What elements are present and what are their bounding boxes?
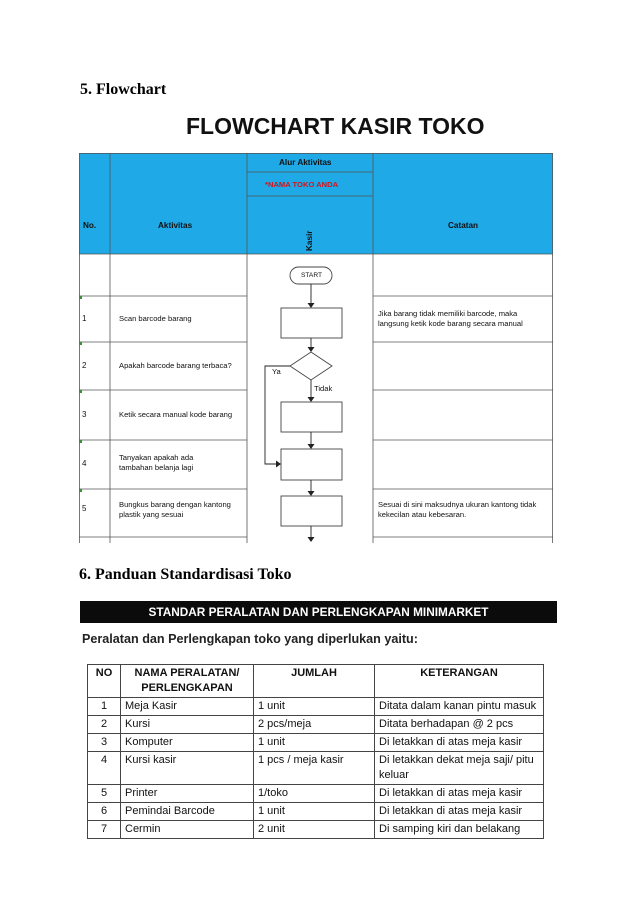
table-row [88, 716, 544, 734]
row-note: Sesuai di sini maksudnya ukuran kantong tidak kekecilan atau kebesaran. [378, 500, 537, 519]
yes-label: Ya [272, 367, 281, 376]
cell-no: 4 [88, 752, 121, 785]
cell-no: 7 [88, 821, 121, 839]
column-header-name: NAMA PERALATAN/ PERLENGKAPAN [121, 665, 254, 698]
row-activity: Tanyakan apakah ada tambahan belanja lagi [119, 453, 194, 472]
cell-ket: Di samping kiri dan belakang [375, 821, 544, 839]
table-header-row [88, 665, 544, 698]
table-row [88, 734, 544, 752]
header-kasir: Kasir [305, 230, 314, 251]
table-row [88, 803, 544, 821]
column-header-ket: KETERANGAN [375, 665, 544, 698]
cell-ket: Di letakkan di atas meja kasir [375, 803, 544, 821]
decision-diamond [290, 352, 332, 380]
cell-name: Kursi kasir [121, 752, 254, 785]
cell-name: Printer [121, 785, 254, 803]
cell-no: 2 [88, 716, 121, 734]
row-activity: Ketik secara manual kode barang [119, 410, 233, 419]
row-activity: Scan barcode barang [119, 314, 192, 323]
row-note: Jika barang tidak memiliki barcode, maka langsung ketik kode barang secara manual [378, 309, 523, 328]
row-number: 2 [82, 361, 87, 370]
column-header-qty: JUMLAH [254, 665, 375, 698]
process-box-wrap [281, 496, 342, 526]
table-row [88, 785, 544, 803]
row-number: 5 [82, 504, 87, 513]
row-activity: Bungkus barang dengan kantong plastik yang sesuai [119, 500, 231, 519]
equipment-table [87, 664, 544, 839]
table-row [88, 821, 544, 839]
cell-name: Komputer [121, 734, 254, 752]
header-alur-aktivitas: Alur Aktivitas [279, 158, 332, 167]
cell-ket: Ditata dalam kanan pintu masuk [375, 698, 544, 716]
cell-name: Kursi [121, 716, 254, 734]
cell-qty: 2 pcs/meja [254, 716, 375, 734]
header-catatan: Catatan [448, 221, 479, 230]
cell-ket: Di letakkan di atas meja kasir [375, 785, 544, 803]
flowchart-figure [79, 153, 553, 543]
cell-qty: 1 pcs / meja kasir [254, 752, 375, 785]
header-store-name: *NAMA TOKO ANDA [265, 180, 339, 189]
cell-no: 5 [88, 785, 121, 803]
cell-qty: 2 unit [254, 821, 375, 839]
process-box-manual [281, 402, 342, 432]
row-number: 3 [82, 410, 87, 419]
process-box-scan [281, 308, 342, 338]
row-number: 1 [82, 314, 87, 323]
flowchart-diagram [79, 153, 553, 543]
table-row [88, 698, 544, 716]
row-activity: Apakah barcode barang terbaca? [119, 361, 232, 370]
section-5-heading: 5. Flowchart [80, 81, 167, 98]
cell-ket: Di letakkan dekat meja saji/ pitu keluar [375, 752, 544, 785]
row-number: 4 [82, 459, 87, 468]
standard-title-bar [80, 601, 557, 623]
cell-name: Cermin [121, 821, 254, 839]
header-no: No. [83, 221, 97, 230]
flowchart-title: FLOWCHART KASIR TOKO [186, 113, 485, 139]
cell-name: Meja Kasir [121, 698, 254, 716]
cell-ket: Ditata berhadapan @ 2 pcs [375, 716, 544, 734]
column-header-no: NO [88, 665, 121, 698]
cell-name: Pemindai Barcode [121, 803, 254, 821]
cell-no: 6 [88, 803, 121, 821]
standard-title: STANDAR PERALATAN DAN PERLENGKAPAN MINIMARKET [148, 605, 489, 619]
standard-subtitle: Peralatan dan Perlengkapan toko yang diperlukan yaitu: [82, 632, 418, 646]
header-aktivitas: Aktivitas [158, 221, 193, 230]
cell-no: 1 [88, 698, 121, 716]
cell-qty: 1 unit [254, 734, 375, 752]
section-6-heading: 6. Panduan Standardisasi Toko [79, 566, 292, 583]
cell-qty: 1/toko [254, 785, 375, 803]
no-label: Tidak [314, 384, 333, 393]
cell-no: 3 [88, 734, 121, 752]
start-label: START [301, 272, 323, 279]
cell-ket: Di letakkan di atas meja kasir [375, 734, 544, 752]
cell-qty: 1 unit [254, 698, 375, 716]
process-box-ask [281, 449, 342, 480]
cell-qty: 1 unit [254, 803, 375, 821]
flowchart-header-bg [79, 153, 553, 254]
table-row [88, 752, 544, 785]
